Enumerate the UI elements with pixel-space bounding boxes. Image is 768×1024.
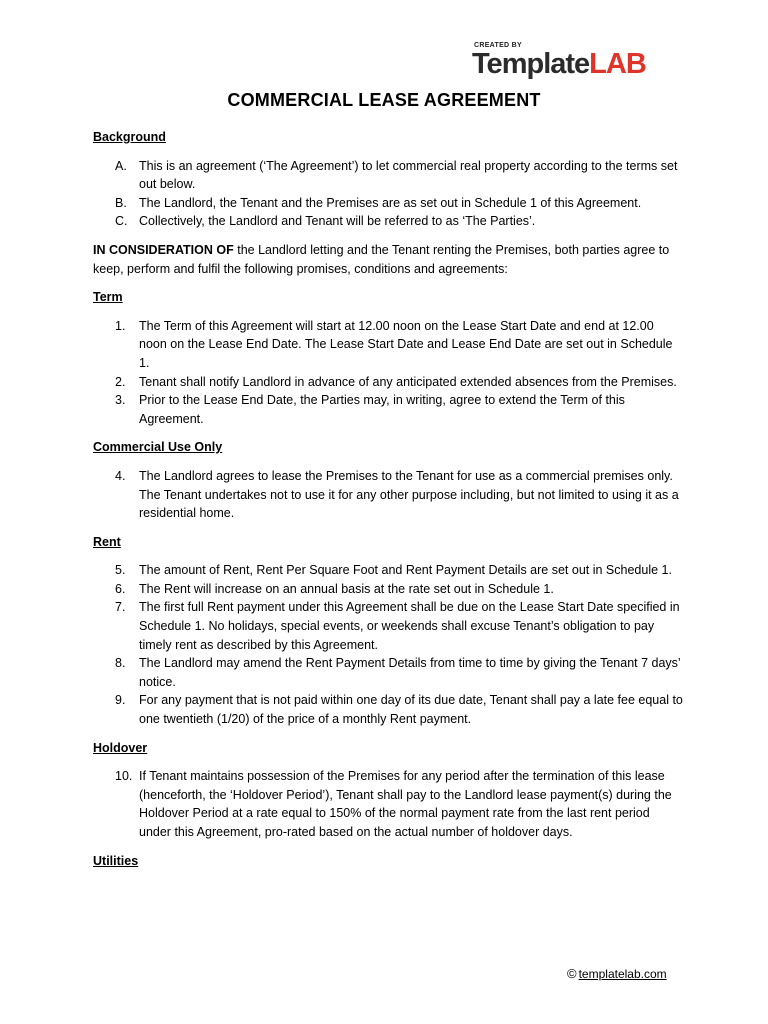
heading-commercial-use: Commercial Use Only <box>93 440 223 455</box>
list-marker: 1. <box>115 318 126 333</box>
list-marker: B. <box>115 195 127 210</box>
heading-holdover: Holdover <box>93 740 148 755</box>
list-marker: 9. <box>115 693 126 708</box>
list-item-text: Collectively, the Landlord and Tenant will be referred to as ‘The Parties’. <box>139 214 536 229</box>
list-item-text: Tenant shall notify Landlord in advance of any anticipated extended absences from the Premises. <box>139 374 677 389</box>
list-item <box>93 598 683 654</box>
list-item <box>93 373 683 392</box>
list-marker: 10. <box>115 769 133 784</box>
list-item-text: The Term of this Agreement will start at 12.00 noon on the Lease Start Date and end at 12.00 noon on the Lease End Date. The Lease Start Date and Lease End Date are set out in Schedule 1. <box>139 318 673 370</box>
list-item-text: The Rent will increase on an annual basis at the rate set out in Schedule 1. <box>139 581 554 596</box>
rent-list <box>93 561 683 728</box>
logo-template-text: Template <box>472 48 590 80</box>
list-item-text: The first full Rent payment under this Agreement shall be due on the Lease Start Date specified in Schedule 1. No holidays, special events, or weekends shall excuse Tenant’s obligation to pay timely rent as described by this Agreement. <box>139 600 680 652</box>
consideration-text: the Landlord letting and the Tenant renting the Premises, both parties agree to keep, perform and fulfil the following promises, conditions and agreements: <box>93 242 670 276</box>
list-item-text: If Tenant maintains possession of the Premises for any period after the termination of this lease (henceforth, the ‘Holdover Period’), Tenant shall pay to the Landlord lease payment(s) during the Holdover Period at a rate equal to 150% of the normal payment rate from the last rent period under this Agreement, pro-rated based on the actual number of holdover days. <box>139 769 672 839</box>
list-item <box>93 767 683 841</box>
list-item <box>93 317 683 373</box>
list-marker: 3. <box>115 393 126 408</box>
copyright-icon: © <box>567 966 577 981</box>
list-marker: C. <box>115 214 128 229</box>
templatelab-link[interactable]: templatelab.com <box>578 967 667 981</box>
heading-term: Term <box>93 290 123 305</box>
list-item-text: For any payment that is not paid within one day of its due date, Tenant shall pay a late fee equal to one twentieth (1/20) of the price of a monthly Rent payment. <box>139 693 683 727</box>
list-item-text: The amount of Rent, Rent Per Square Foot and Rent Payment Details are set out in Schedule 1. <box>139 563 672 578</box>
list-item <box>93 194 683 213</box>
list-marker: 8. <box>115 656 126 671</box>
holdover-list <box>93 767 683 841</box>
logo-created-by: CREATED BY <box>474 42 522 49</box>
list-marker: 6. <box>115 581 126 596</box>
list-item-text: The Landlord, the Tenant and the Premises are as set out in Schedule 1 of this Agreement. <box>139 195 642 210</box>
footer <box>567 966 667 981</box>
list-marker: A. <box>115 158 127 173</box>
document-title: COMMERCIAL LEASE AGREEMENT <box>227 90 541 110</box>
commercial-use-list <box>93 467 683 523</box>
list-item-text: This is an agreement (‘The Agreement’) to let commercial real property according to the terms set out below. <box>139 158 678 192</box>
list-item <box>93 212 683 231</box>
list-item <box>93 391 683 428</box>
list-item-text: Prior to the Lease End Date, the Parties may, in writing, agree to extend the Term of this Agreement. <box>139 393 625 426</box>
list-marker: 2. <box>115 374 126 389</box>
list-marker: 5. <box>115 563 126 578</box>
list-marker: 7. <box>115 600 126 615</box>
logo-lab-text: LAB <box>589 48 646 80</box>
list-item <box>93 580 683 599</box>
background-list <box>93 157 683 231</box>
consideration-paragraph <box>93 241 683 278</box>
list-item-text: The Landlord agrees to lease the Premises to the Tenant for use as a commercial premises only. The Tenant undertakes not to use it for any other purpose including, but not limited to using it as a residential home. <box>139 468 679 521</box>
heading-background: Background <box>93 130 166 144</box>
document-body <box>93 128 683 880</box>
heading-utilities: Utilities <box>93 853 139 868</box>
list-item <box>93 467 683 523</box>
logo-wordmark <box>472 48 646 80</box>
list-item <box>93 157 683 194</box>
list-marker: 4. <box>115 468 126 483</box>
templatelab-logo <box>472 42 676 82</box>
list-item-text: The Landlord may amend the Rent Payment Details from time to time by giving the Tenant 7 days’ notice. <box>139 656 681 689</box>
term-list <box>93 317 683 429</box>
consideration-lead: IN CONSIDERATION OF <box>93 242 234 257</box>
list-item <box>93 561 683 580</box>
list-item <box>93 691 683 728</box>
heading-rent: Rent <box>93 534 121 549</box>
list-item <box>93 654 683 691</box>
